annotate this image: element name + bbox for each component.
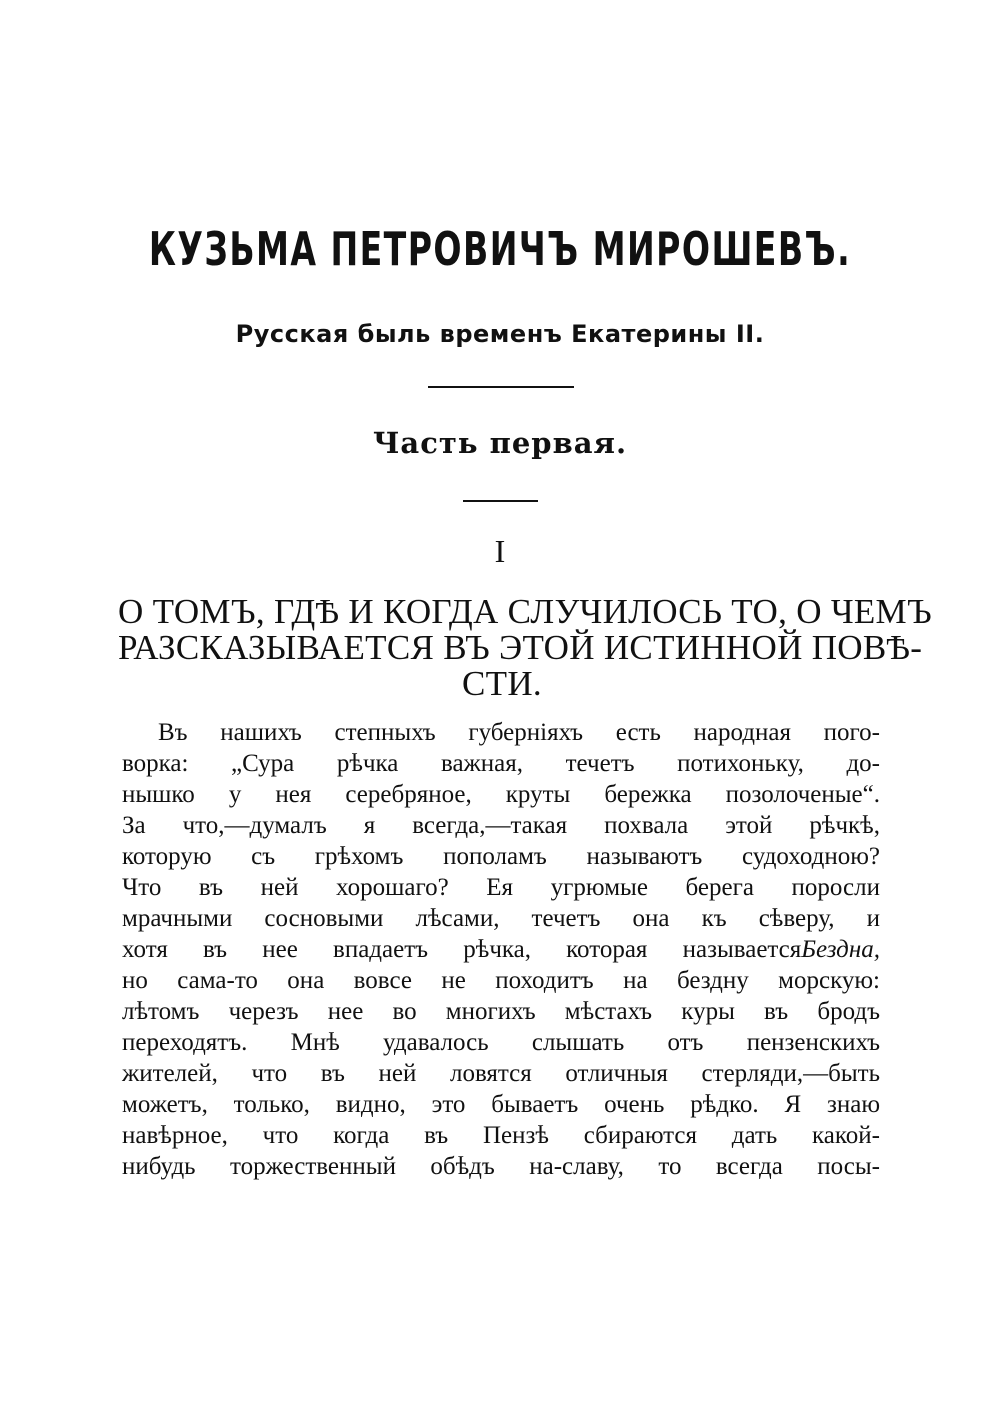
body-line: но сама-то она вовсе не походитъ на бездну морскую: <box>122 967 880 994</box>
title-divider <box>428 386 574 388</box>
part-title: Часть первая. <box>372 426 628 460</box>
chapter-heading <box>118 592 932 703</box>
body-line: переходятъ. Мнѣ удавалось слышать отъ пензенскихъ <box>122 1029 880 1056</box>
body-line: Что въ ней хорошаго? Ея угрюмые берега поросли <box>122 874 880 901</box>
chapter-heading-line: РАЗСКАЗЫВАЕТСЯ ВЪ ЭТОЙ ИСТИННОЙ ПОВѢ- <box>118 628 923 667</box>
chapter-heading-line: СТИ. <box>462 664 542 703</box>
body-line-with-italic <box>122 934 880 965</box>
book-title: КУЗЬМА ПЕТРОВИЧЪ МИРОШЕВЪ. <box>148 222 852 276</box>
part-divider <box>463 500 538 502</box>
chapter-number: I <box>494 533 506 569</box>
body-text <box>122 717 880 1182</box>
italic-river-name: Бездна, <box>801 936 880 963</box>
body-line: нибудь торжественный обѣдъ на-славу, то всегда посы- <box>122 1153 880 1180</box>
body-line: жителей, что въ ней ловятся отличныя стерляди,—быть <box>122 1060 880 1087</box>
book-subtitle: Русская быль временъ Екатерины II. <box>235 320 765 348</box>
body-line: мрачными сосновыми лѣсами, течетъ она къ сѣверу, и <box>122 905 880 932</box>
body-line-text: хотя въ нее впадаетъ рѣчка, которая называется <box>122 936 802 963</box>
body-line: ворка: „Сура рѣчка важная, течетъ потихоньку, до- <box>122 750 880 777</box>
body-line: которую съ грѣхомъ пополамъ называютъ судоходною? <box>122 843 880 870</box>
body-line: Въ нашихъ степныхъ губерніяхъ есть народная пого- <box>158 719 880 746</box>
chapter-heading-line: О ТОМЪ, ГДѢ И КОГДА СЛУЧИЛОСЬ ТО, О ЧЕМЪ <box>118 592 932 631</box>
body-line: навѣрное, что когда въ Пензѣ сбираются дать какой- <box>122 1122 880 1149</box>
body-line: нышко у нея серебряное, круты бережка позолоченые“. <box>122 781 880 808</box>
body-line: лѣтомъ черезъ нее во многихъ мѣстахъ куры въ бродъ <box>122 998 880 1025</box>
body-line: За что,—думалъ я всегда,—такая похвала этой рѣчкѣ, <box>122 812 880 839</box>
body-line: можетъ, только, видно, это бываетъ очень рѣдко. Я знаю <box>122 1091 880 1118</box>
